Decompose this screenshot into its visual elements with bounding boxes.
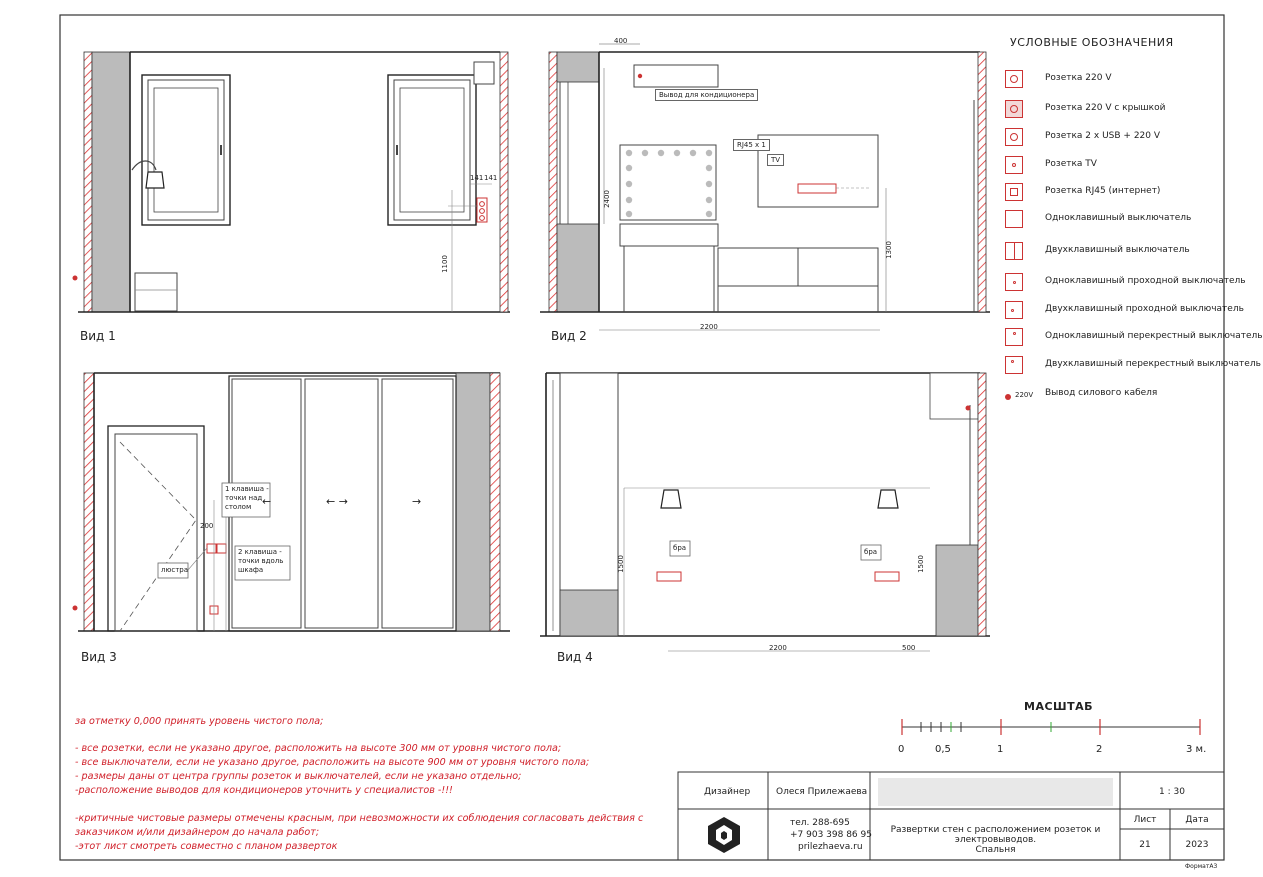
- cross-switch-icon: [1005, 328, 1023, 346]
- legend-item: Розетка TV: [1005, 156, 1230, 176]
- switch-note-1: 1 клавиша - точки над столом: [225, 485, 269, 511]
- single-switch-icon: [1005, 210, 1023, 228]
- switch-note-2: 2 клавиша - точки вдоль шкафа: [238, 548, 284, 574]
- note-line: - все выключатели, если не указано другое, расположить на высоте 900 мм от уровня чистого пола;: [75, 757, 590, 768]
- wardrobe-arrow-right: →: [412, 495, 422, 508]
- view-2-elevation: [540, 44, 990, 330]
- view-4-elevation: [540, 373, 990, 651]
- legend-item: Розетка 220 V: [1005, 70, 1230, 90]
- view-2-label: Вид 2: [551, 329, 587, 343]
- sheet-number: 21: [1139, 840, 1151, 850]
- note-line: - все розетки, если не указано другое, расположить на высоте 300 мм от уровня чистого пола;: [75, 743, 562, 754]
- usb-socket-icon: [1005, 128, 1023, 146]
- dim-2200-view2: 2200: [700, 323, 718, 331]
- scale-tick-label: 3 м.: [1186, 744, 1207, 755]
- sconce-note-b: бра: [864, 548, 878, 556]
- tv-note: TV: [767, 154, 784, 166]
- socket-lid-icon: [1005, 100, 1023, 118]
- wardrobe-slide-arrows: ← →: [326, 495, 348, 508]
- format-label: ФорматА3: [1185, 863, 1218, 870]
- legend-item: Розетка RJ45 (интернет): [1005, 183, 1230, 203]
- power-cable-icon: [1005, 394, 1011, 400]
- legend-title: УСЛОВНЫЕ ОБОЗНАЧЕНИЯ: [1010, 36, 1174, 49]
- double-switch-icon: [1005, 242, 1023, 260]
- scale-bar: [902, 719, 1200, 735]
- view-1-elevation: [73, 52, 511, 312]
- legend-item: Одноклавишный выключатель: [1005, 210, 1230, 230]
- website: prilezhaeva.ru: [798, 842, 863, 852]
- note-line: -расположение выводов для кондиционеров уточнить у специалистов -!!!: [75, 785, 453, 796]
- note-line: - размеры даны от центра группы розеток и выключателей, если не указано отдельно;: [75, 771, 522, 782]
- phone-2: +7 903 398 86 95: [790, 830, 872, 840]
- dim-400: 400: [614, 37, 628, 45]
- dim-1500-a: 1500: [616, 555, 625, 573]
- legend-item: Двухклавишный перекрестный выключатель: [1005, 356, 1230, 376]
- cable-tag: 220V: [1015, 391, 1034, 399]
- role-label: Дизайнер: [704, 787, 751, 797]
- view-4-label: Вид 4: [557, 650, 593, 664]
- note-line: -критичные чистовые размеры отмечены красным, при невозможности их соблюдения согласовать действия с: [75, 813, 644, 824]
- note-line: заказчиком и/или дизайнером до начала работ;: [75, 827, 320, 838]
- scale-title: МАСШТАБ: [1024, 700, 1094, 713]
- scale-tick-label: 1: [997, 744, 1004, 755]
- scale-tick-label: 0,5: [935, 744, 951, 755]
- dim-1300: 1300: [884, 241, 893, 259]
- sheet-title: Развертки стен с расположением розеток и электровыводов. Спальня: [890, 825, 1101, 855]
- studio-logo: [708, 817, 740, 853]
- blurred-project-info: [878, 778, 1113, 806]
- legend-item: Розетка 220 V с крышкой: [1005, 100, 1230, 120]
- dim-500: 500: [902, 644, 916, 652]
- legend-item: 220V Вывод силового кабеля: [1005, 385, 1230, 405]
- chandelier-note: люстра: [161, 566, 189, 574]
- dim-2200-view4: 2200: [769, 644, 787, 652]
- double-cross-switch-icon: [1005, 356, 1023, 374]
- dim-141-b: 141: [484, 174, 498, 182]
- double-pass-switch-icon: [1005, 301, 1023, 319]
- dim-1100: 1100: [440, 255, 449, 273]
- note-line: -этот лист смотреть совместно с планом разверток: [75, 841, 338, 852]
- scale-tick-label: 2: [1096, 744, 1103, 755]
- dim-1500-b: 1500: [916, 555, 925, 573]
- sheet-label: Лист: [1133, 815, 1157, 825]
- drawing-scale: 1 : 30: [1159, 787, 1185, 797]
- sconce-note-a: бра: [673, 544, 687, 552]
- rj45-note: RJ45 x 1: [733, 139, 770, 151]
- pass-switch-icon: [1005, 273, 1023, 291]
- wardrobe-arrow-left: ←: [262, 495, 272, 508]
- tv-socket-icon: [1005, 156, 1023, 174]
- view-3-elevation: [73, 373, 511, 631]
- scale-tick-label: 0: [898, 744, 905, 755]
- legend-item: Розетка 2 x USB + 220 V: [1005, 128, 1230, 148]
- legend-item: Двухклавишный выключатель: [1005, 242, 1230, 262]
- date-label: Дата: [1185, 815, 1209, 825]
- legend-item: Двухклавишный проходной выключатель: [1005, 301, 1230, 321]
- rj45-socket-icon: [1005, 183, 1023, 201]
- view-1-label: Вид 1: [80, 329, 116, 343]
- socket-icon: [1005, 70, 1023, 88]
- designer-name: Олеся Прилежаева: [776, 787, 868, 797]
- legend-item: Одноклавишный проходной выключатель: [1005, 273, 1230, 293]
- ac-outlet-note: Вывод для кондиционера: [655, 89, 758, 101]
- phone-1: тел. 288-695: [790, 818, 850, 828]
- dim-2400: 2400: [602, 190, 611, 208]
- year: 2023: [1185, 840, 1209, 850]
- dim-141-a: 141: [470, 174, 484, 182]
- dim-200: 200: [200, 522, 214, 530]
- legend-item: Одноклавишный перекрестный выключатель: [1005, 328, 1230, 348]
- view-3-label: Вид 3: [81, 650, 117, 664]
- note-line: за отметку 0,000 принять уровень чистого пола;: [75, 716, 324, 727]
